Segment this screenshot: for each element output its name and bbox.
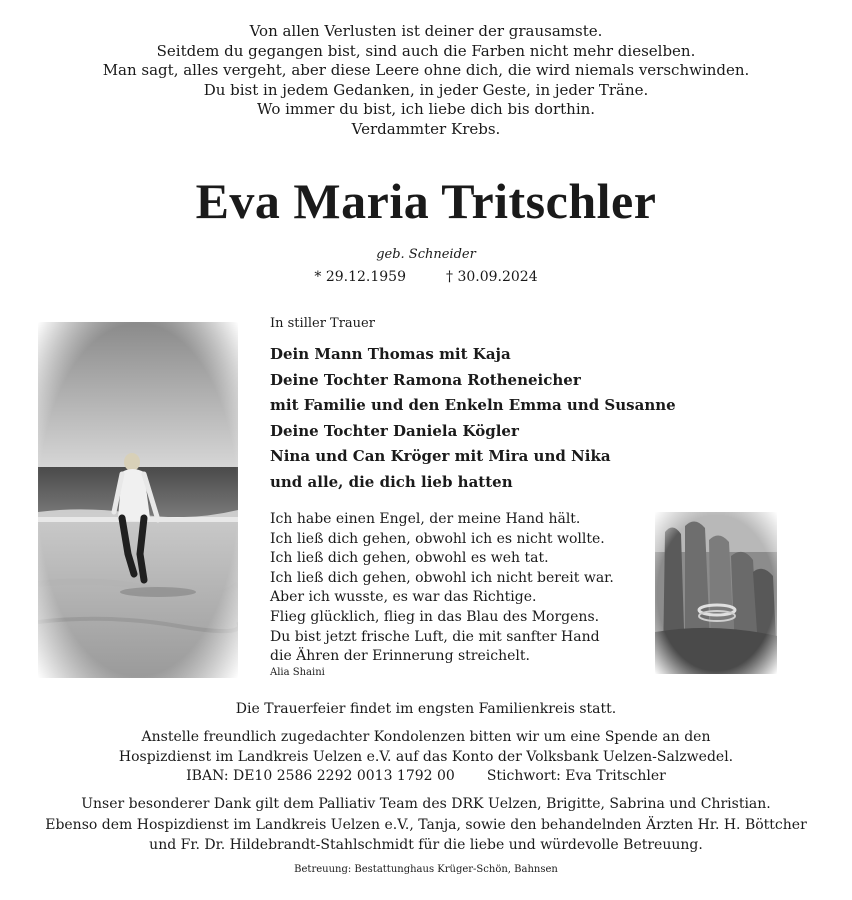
middle-poem-line: Ich ließ dich gehen, obwohl ich nicht bereit war. <box>270 569 614 586</box>
donation-line: Anstelle freundlich zugedachter Kondolenzen bitten wir um eine Spende an den <box>141 729 711 745</box>
hands-photo <box>655 512 777 674</box>
birth-name: geb. Schneider <box>376 247 476 262</box>
thanks <box>0 794 852 856</box>
life-dates <box>0 269 852 285</box>
family-member: Deine Tochter Daniela Kögler <box>270 421 519 440</box>
family-member: Nina und Can Kröger mit Mira und Nika <box>270 447 611 466</box>
middle-poem <box>270 510 614 667</box>
deceased-name: Eva Maria Tritschler <box>195 173 657 229</box>
birth-date: * 29.12.1959 <box>314 269 406 285</box>
top-poem-line: Verdammter Krebs. <box>351 119 501 138</box>
middle-poem-line: Du bist jetzt frische Luft, die mit sanfter Hand <box>270 628 600 645</box>
beach-photo <box>38 322 238 678</box>
top-poem-line: Wo immer du bist, ich liebe dich bis dorthin. <box>256 100 596 119</box>
funeral-home-note: Betreuung: Bestattunghaus Krüger-Schön, Bahnsen <box>294 864 558 875</box>
middle-poem-line: Ich ließ dich gehen, obwohl ich es nicht wollte. <box>270 530 605 547</box>
middle-poem-line: Flieg glücklich, flieg in das Blau des Morgens. <box>270 608 600 625</box>
thanks-line: Ebenso dem Hospizdienst im Landkreis Uelzen e.V., Tanja, sowie den behandelnden Ärzten Hr. H. Böttcher <box>45 816 807 833</box>
poem-author: Alia Shaini <box>270 667 325 678</box>
top-poem-line: Du bist in jedem Gedanken, in jeder Geste, in jeder Träne. <box>203 80 649 99</box>
top-poem-line: Seitdem du gegangen bist, sind auch die Farben nicht mehr dieselben. <box>156 41 696 60</box>
donation-request <box>0 728 852 787</box>
donation-keyword: Stichwort: Eva Tritschler <box>486 768 666 784</box>
family-member: Deine Tochter Ramona Rotheneicher <box>270 370 581 389</box>
top-poem-line: Man sagt, alles vergeht, aber diese Leere ohne dich, die wird niemals verschwinden. <box>102 61 750 80</box>
family-list <box>270 342 676 496</box>
thanks-line: und Fr. Dr. Hildebrandt-Stahlschmidt für die liebe und würdevolle Betreuung. <box>149 837 703 853</box>
death-date: † 30.09.2024 <box>446 269 538 285</box>
middle-poem-line: Ich habe einen Engel, der meine Hand hält. <box>270 511 581 527</box>
bank-details <box>0 767 852 787</box>
middle-poem-line: Ich ließ dich gehen, obwohl es weh tat. <box>270 550 549 567</box>
funeral-note: Die Trauerfeier findet im engsten Familienkreis statt. <box>235 701 617 717</box>
family-member: Dein Mann Thomas mit Kaja <box>270 345 511 363</box>
family-member: und alle, die dich lieb hatten <box>270 472 513 491</box>
top-poem <box>0 22 852 140</box>
donation-line: Hospizdienst im Landkreis Uelzen e.V. auf das Konto der Volksbank Uelzen-Salzwedel. <box>118 748 734 765</box>
family-member: mit Familie und den Enkeln Emma und Susanne <box>270 396 676 415</box>
middle-poem-line: Aber ich wusste, es war das Richtige. <box>270 589 537 606</box>
mourning-intro: In stiller Trauer <box>270 316 375 331</box>
iban: IBAN: DE10 2586 2292 0013 1792 00 <box>186 768 455 784</box>
middle-poem-line: die Ähren der Erinnerung streichelt. <box>270 648 530 665</box>
thanks-line: Unser besonderer Dank gilt dem Palliativ Team des DRK Uelzen, Brigitte, Sabrina und Christian. <box>81 796 771 812</box>
top-poem-line: Von allen Verlusten ist deiner der grausamste. <box>249 22 603 40</box>
